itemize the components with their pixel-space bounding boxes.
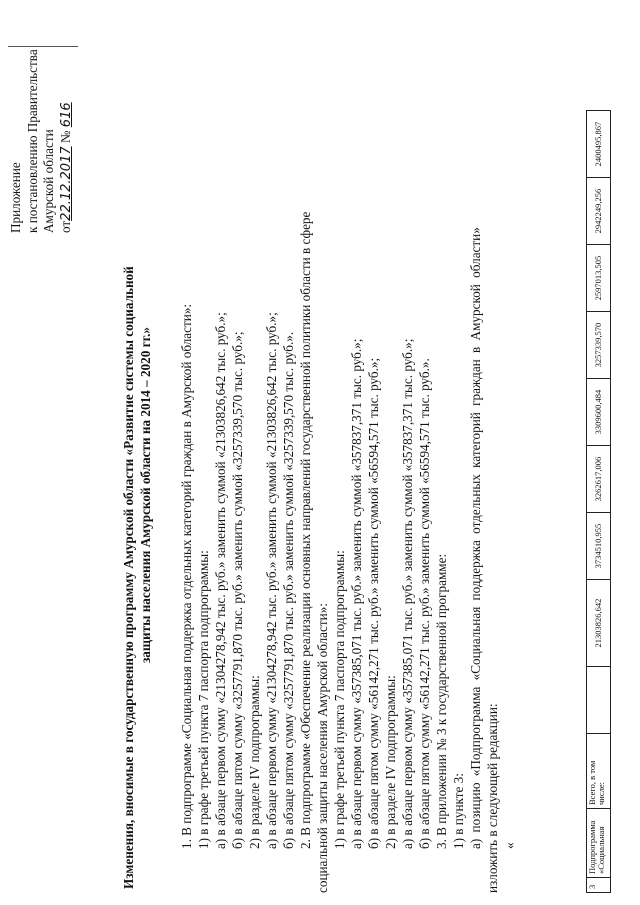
date-prefix: от [57,220,73,233]
handwritten-date: 22.12.2017 [58,146,74,221]
value-cell: 3309600,484 [587,379,611,446]
body-line: социальной защиты населения Амурской области»: [315,603,330,893]
body-line: изложить в следующей редакции: [485,703,500,893]
row-number-cell: 3 [587,878,611,893]
body-line: б) в абзаце пятом сумму «3257791,870 тыс. руб.» заменить суммой «3257339,570 тыс. руб.». [281,331,296,849]
value-cell: 3734510,955 [587,513,611,580]
value-cell: 2597013,505 [587,245,611,312]
handwritten-number: 616 [58,102,74,128]
body-line: 1) в графе третьей пункта 7 паспорта подпрограммы: [332,550,347,849]
appendix-region-line: Амурской области [41,129,56,233]
body-line: а) в абзаце первом сумму «357385,071 тыс. руб.» заменить суммой «357837,371 тыс. руб.»; [400,338,415,849]
body-line: а) позицию «Подпрограмма «Социальная поддержка отдельных категорий граждан в Амурской области» [468,227,483,849]
body-line: 2) в разделе IV подпрограммы: [247,675,262,849]
appendix-label: Приложение [8,162,23,233]
value-cell: 2400495,867 [587,111,611,178]
value-cell: 3262617,006 [587,446,611,513]
program-name-cell: Подпрограмма «Социальная [587,809,611,878]
value-cell: 2942249,256 [587,178,611,245]
appendix-decree-line: к постановлению Правительства [24,49,40,233]
empty-cell [587,667,611,734]
document-title-line-1: Изменения, вносимые в государственную программу Амурской области «Развитие системы социальной [121,266,136,889]
body-line: 1) в пункте 3: [451,773,466,849]
document-title-line-2: защиты населения Амурской области на 2014 – 2020 гг.» [138,326,153,663]
body-line: б) в абзаце пятом сумму «56142,271 тыс. руб.» заменить суммой «56594,571 тыс. руб.»; [366,357,381,849]
margin-line [8,46,78,47]
body-line: а) в абзаце первом сумму «21304278,942 тыс. руб.» заменить суммой «21303826,642 тыс. руб.»; [264,312,279,849]
appendix-block [8,49,75,233]
body-line: а) в абзаце первом сумму «21304278,942 тыс. руб.» заменить суммой «21303826,642 тыс. руб.»; [213,312,228,849]
table-row [587,111,611,893]
body-line: 1) в графе третьей пункта 7 паспорта подпрограммы: [196,550,211,849]
amendment-table [586,110,611,893]
number-prefix: № [57,130,73,144]
body-line: 1. В подпрограмме «Социальная поддержка отдельных категорий граждан в Амурской области»: [179,303,194,849]
quote-mark: « [502,842,517,849]
value-cell: 21303826,642 [587,580,611,667]
value-cell: 3257339,570 [587,312,611,379]
body-line: б) в абзаце пятом сумму «56142,271 тыс. руб.» заменить суммой «56594,571 тыс. руб.». [417,358,432,849]
body-line: 2. В подпрограмме «Обеспечение реализации основных направлений государственной политики области в сфере [298,211,313,849]
body-line: 2) в разделе IV подпрограммы: [383,675,398,849]
appendix-date-line [58,49,76,233]
body-line: а) в абзаце первом сумму «357385,071 тыс. руб.» заменить суммой «357837,371 тыс. руб.»; [349,338,364,849]
rotated-page [8,13,628,893]
body-line: б) в абзаце пятом сумму «3257791,870 тыс. руб.» заменить суммой «3257339,570 тыс. руб.»; [230,331,245,849]
total-label-cell: Всего, в том числе: [587,734,611,809]
body-line: 3. В приложении № 3 к государственной программе: [434,553,449,849]
